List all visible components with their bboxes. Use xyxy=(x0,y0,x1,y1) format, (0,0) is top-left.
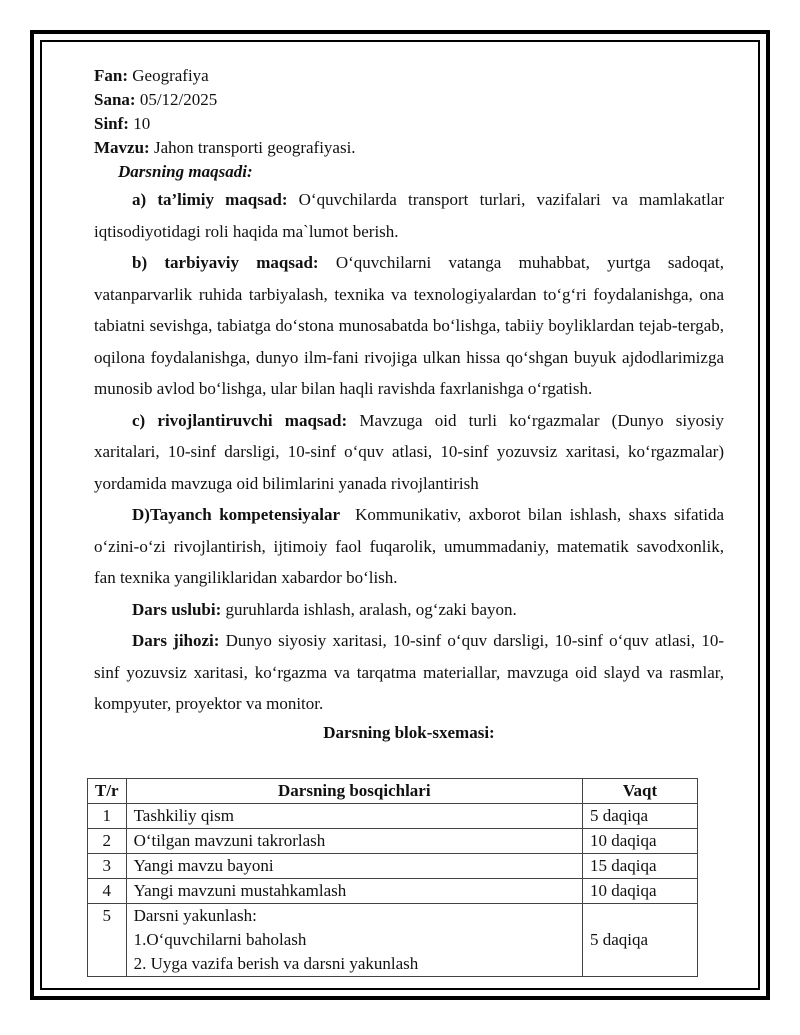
lesson-method: Dars uslubi: guruhlarda ishlash, aralash, og‘zaki bayon. xyxy=(132,599,517,619)
header-number: T/r xyxy=(88,779,127,804)
table-row: 5 Darsni yakunlash: 1.O‘quvchilarni baholash 2. Uyga vazifa berish va darsni yakunlash 5 daqiqa xyxy=(88,904,698,977)
goal-upbringing: b) tarbiyaviy maqsad: O‘quvchilarni vatanga muhabbat, yurtga sadoqat, vatanparvarlik ruhida tarbiyalash, texnika va texnologiyalardan to‘g‘ri foydalanishga, ona tabiatni sevishga, tabiatga do‘stona munosabatda bo‘lishga, tabiiy boyliklardan tejab-tergab, oqilona foydalanishga, dunyo ilm-fani rivojiga ulkan hissa qo‘shgan buyuk ajdodlarimizga munosib avlod bo‘lishga, ular bilan haqli ravishda faxrlanishga o‘rgatish. xyxy=(94,253,725,398)
lesson-block-table xyxy=(87,778,698,977)
header-stages: Darsning bosqichlari xyxy=(126,779,582,804)
table-row: 1 Tashkiliy qism 5 daqiqa xyxy=(88,804,698,829)
topic-value: Jahon transporti geografiyasi. xyxy=(153,138,356,157)
table-row: 4 Yangi mavzuni mustahkamlash 10 daqiqa xyxy=(88,879,698,904)
table-row: 3 Yangi mavzu bayoni 15 daqiqa xyxy=(88,854,698,879)
stage-line: Darsni yakunlash: xyxy=(133,906,257,925)
subject-line: Fan: Geografiya xyxy=(94,66,209,85)
grade-value: 10 xyxy=(133,114,151,133)
stage-line: 2. Uyga vazifa berish va darsni yakunlash xyxy=(133,954,419,973)
header-time: Vaqt xyxy=(583,779,698,804)
table-title: Darsning blok-sxemasi: xyxy=(323,722,495,742)
table-header-row xyxy=(88,779,698,804)
lesson-equipment: Dars jihozi: Dunyo siyosiy xaritasi, 10-sinf o‘quv darsligi, 10-sinf o‘quv atlasi, 10-sinf yozuvsiz xaritasi, ko‘rgazma va tarqatma materiallar, mavzuga oid slayd va rasmlar, kompyuter, proyektor va monitor. xyxy=(94,631,724,713)
goal-developmental: c) rivojlantiruvchi maqsad: Mavzuga oid turli ko‘rgazmalar (Dunyo siyosiy xaritalari, 10-sinf darsligi, 10-sinf o‘quv atlasi, 10-sinf yozuvsiz xaritasi, ko‘rgazmalar) yordamida mavzuga oid bilimlarini yanada rivojlantirish xyxy=(94,410,724,493)
goals-title: Darsning maqsadi: xyxy=(118,162,253,181)
date-value: 05/12/2025 xyxy=(139,90,218,109)
date-line: Sana: 05/12/2025 xyxy=(94,90,218,109)
grade-line: Sinf: 10 xyxy=(94,114,151,133)
stage-line: 1.O‘quvchilarni baholash xyxy=(133,930,307,949)
subject-value: Geografiya xyxy=(132,66,209,85)
core-competencies: D)Tayanch kompetensiyalar Kommunikativ, axborot bilan ishlash, shaxs sifatida o‘zini-o‘zi rivojlantirish, ijtimoiy faol fuqarolik, umummadaniy, matematik savodxonlik, fan texnika yangiliklaridan xabardor bo‘lish. xyxy=(94,505,725,587)
lesson-plan xyxy=(94,64,724,745)
goal-educational: a) ta’limiy maqsad: O‘quvchilarda transport turlari, vazifalari va mamlakatlar iqtisodiyotidagi roli haqida ma`lumot berish. xyxy=(94,190,724,241)
table-row: 2 O‘tilgan mavzuni takrorlash 10 daqiqa xyxy=(88,829,698,854)
topic-line: Mavzu: Jahon transporti geografiyasi. xyxy=(94,138,356,157)
